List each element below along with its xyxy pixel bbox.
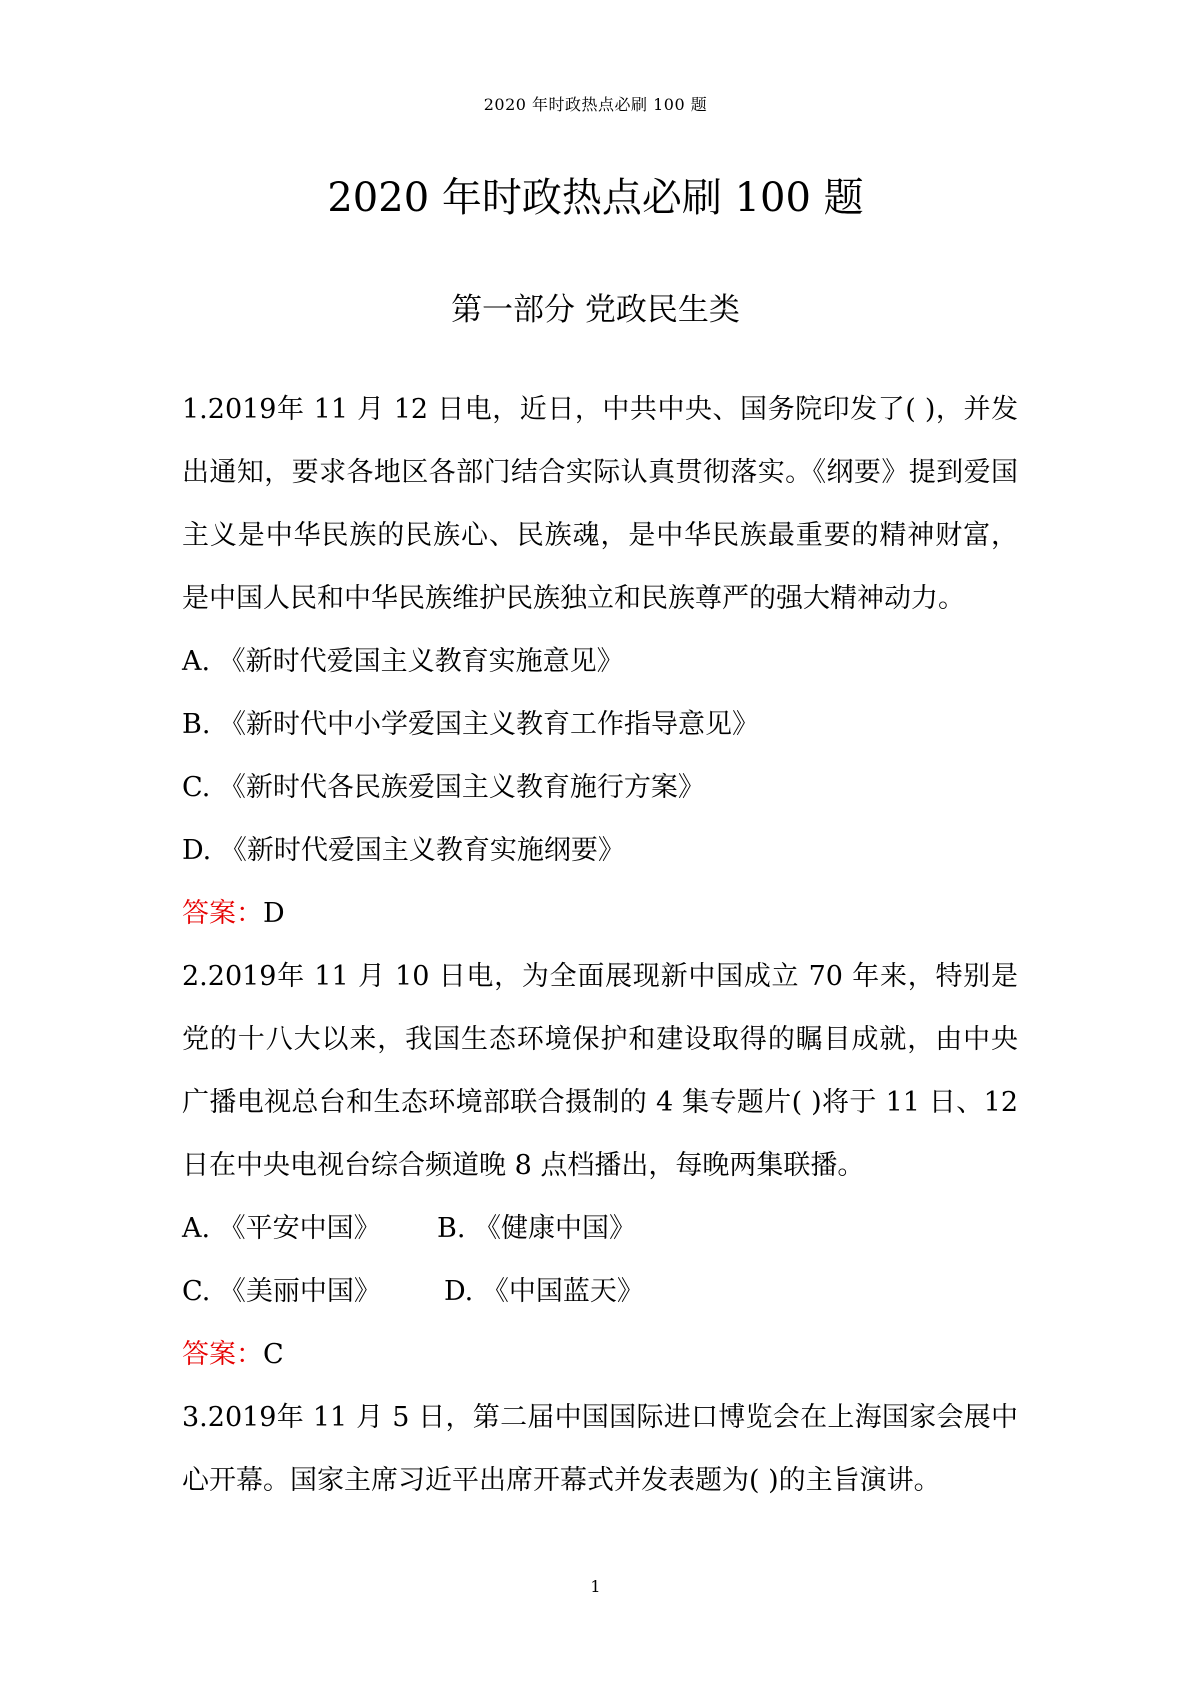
question-2-option-d: D. 《中国蓝天》 [444,1276,644,1307]
document-title: 2020 年时政热点必刷 100 题 [327,175,864,221]
section-title: 第一部分 党政民生类 [451,292,740,328]
question-2-options-row-1 [182,1197,1018,1260]
question-2-option-b: B. 《健康中国》 [437,1213,637,1244]
question-1-stem: 1.2019年 11 月 12 日电，近日，中共中央、国务院印发了( )，并发出通知，要求各地区各部门结合实际认真贯彻落实。《纲要》提到爱国主义是中华民族的民族心、民族魂，是中华民族最重要的精神财富，是中国人民和中华民族维护民族独立和民族尊严的强大精神动力。 [182,394,1018,614]
answer-value: D [263,898,285,929]
question-3-stem: 3.2019年 11 月 5 日，第二届中国国际进口博览会在上海国家会展中心开幕。国家主席习近平出席开幕式并发表题为( )的主旨演讲。 [182,1402,1018,1496]
question-1-option-d: D. 《新时代爱国主义教育实施纲要》 [182,835,625,866]
answer-label: 答案： [182,1339,263,1370]
page-number: 1 [590,1577,601,1596]
document-body [182,378,1018,1512]
question-1-option-b: B. 《新时代中小学爱国主义教育工作指导意见》 [182,709,760,740]
running-header: 2020 年时政热点必刷 100 题 [483,95,708,114]
question-2-option-a: A. 《平安中国》 [182,1213,381,1244]
question-1-answer [182,882,1018,945]
answer-label: 答案： [182,898,263,929]
answer-value: C [263,1339,284,1370]
question-2-options-row-2 [182,1260,1018,1323]
question-2-option-c: C. 《美丽中国》 [182,1276,381,1307]
question-2-answer [182,1323,1018,1386]
question-1-option-c: C. 《新时代各民族爱国主义教育施行方案》 [182,772,705,803]
question-1-option-a: A. 《新时代爱国主义教育实施意见》 [182,646,624,677]
question-2-stem: 2.2019年 11 月 10 日电，为全面展现新中国成立 70 年来，特别是党的十八大以来，我国生态环境保护和建设取得的瞩目成就，由中央广播电视总台和生态环境部联合摄制的 4 集专题片( )将于 11 日、12 日在中央电视台综合频道晚 8 点档播出，每晚两集联播。 [182,961,1018,1181]
